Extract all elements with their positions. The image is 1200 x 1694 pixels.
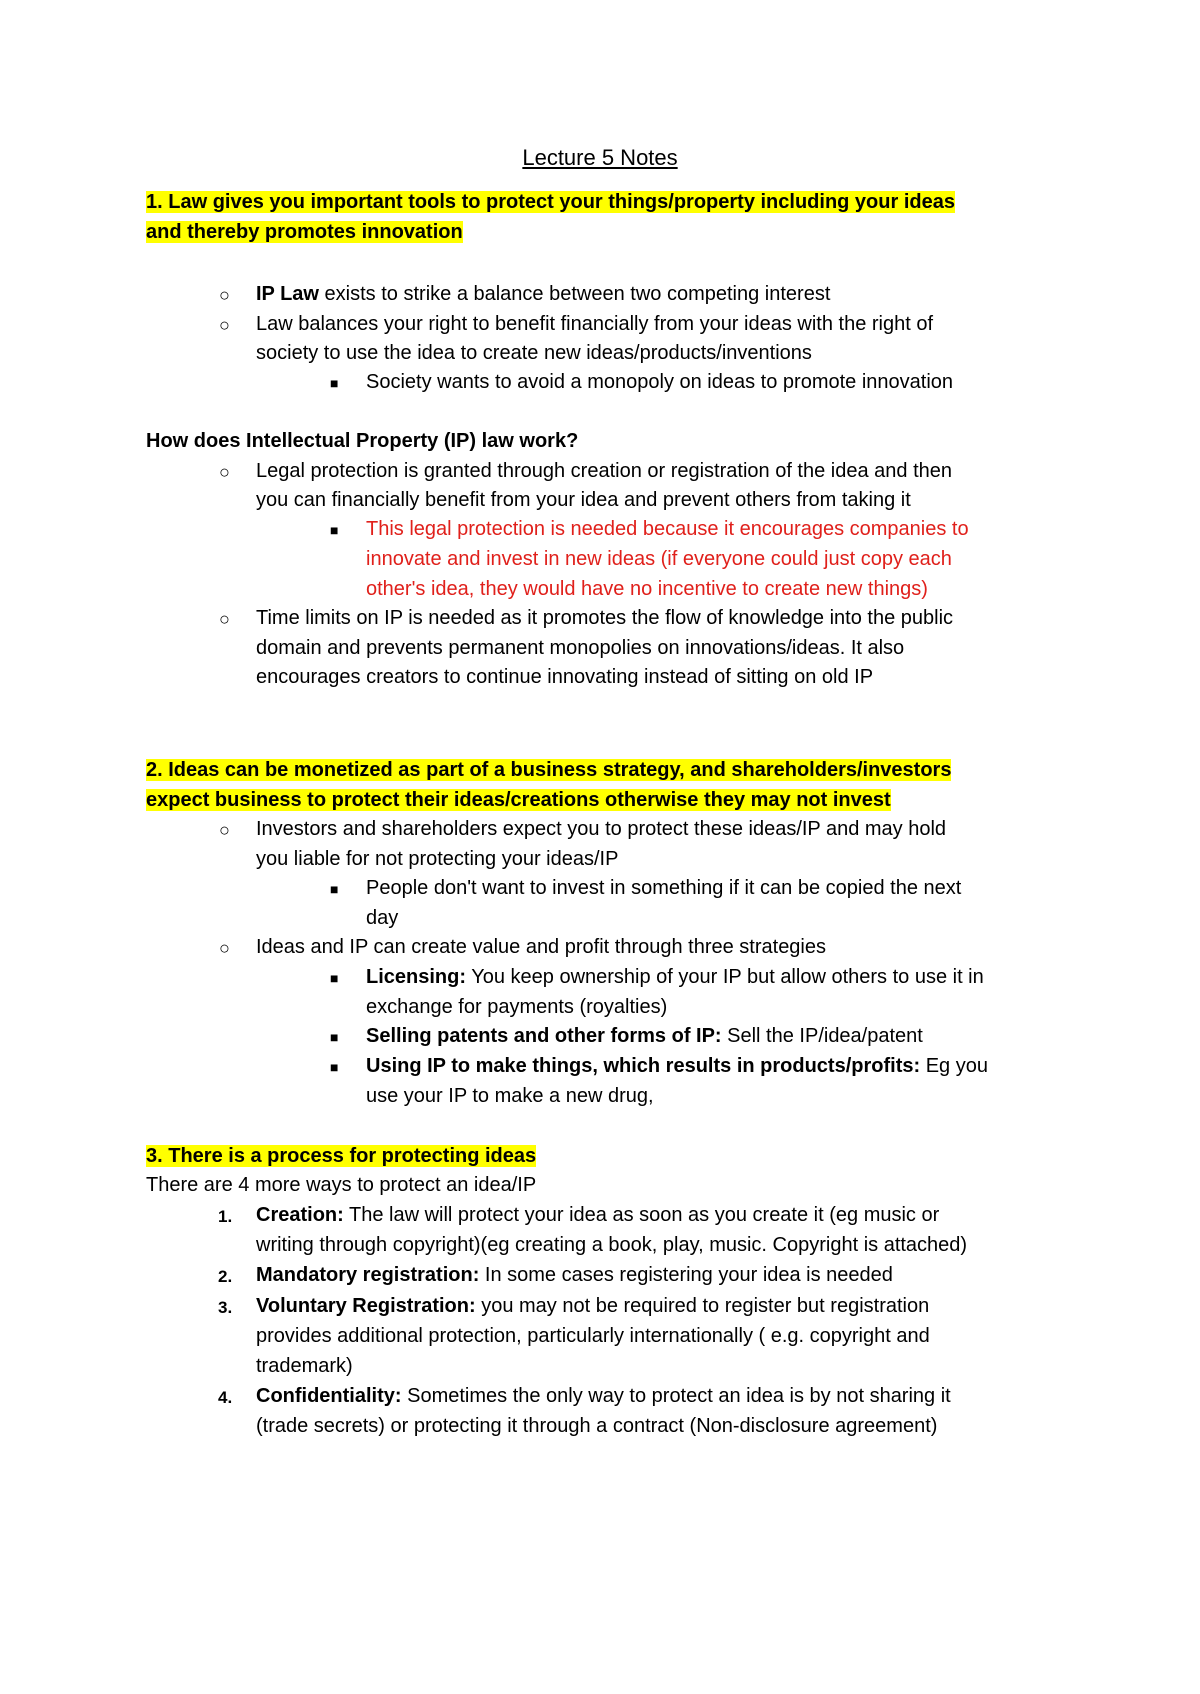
bullet-square-icon: ■ [330,1029,339,1045]
list-item-cont: you liable for not protecting your ideas/IP [256,848,619,870]
bullet-circle-icon: ○ [219,938,230,958]
bullet-square-icon: ■ [330,881,339,897]
sub-list-item-highlighted: This legal protection is needed because it encourages companies to [366,518,969,540]
section-3-heading: 3. There is a process for protecting ideas [146,1145,537,1167]
bullet-square-icon: ■ [330,375,339,391]
section-2-heading: 2. Ideas can be monetized as part of a business strategy, and shareholders/investors [146,759,952,781]
sub-list-item-cont: day [366,907,399,929]
bullet-square-icon: ■ [330,1059,339,1075]
strategy-item: Licensing: You keep ownership of your IP but allow others to use it in [366,966,984,988]
bullet-square-icon: ■ [330,522,339,538]
list-number: 1. [218,1207,233,1226]
bullet-circle-icon: ○ [219,285,230,305]
strategy-item: Selling patents and other forms of IP: Sell the IP/idea/patent [366,1025,923,1047]
section-2-heading-cont: expect business to protect their ideas/creations otherwise they may not invest [146,789,891,811]
ordered-list-item: Mandatory registration: In some cases registering your idea is needed [256,1264,893,1286]
bullet-square-icon: ■ [330,970,339,986]
list-number: 3. [218,1298,233,1317]
sub-list-item-cont: other's idea, they would have no incentive to create new things) [366,578,928,600]
list-item: Law balances your right to benefit financially from your ideas with the right of [256,313,934,335]
bullet-circle-icon: ○ [219,315,230,335]
bullet-circle-icon: ○ [219,462,230,482]
list-item-cont: encourages creators to continue innovating instead of sitting on old IP [256,666,874,688]
list-item-cont: society to use the idea to create new ideas/products/inventions [256,342,812,364]
list-number: 2. [218,1267,233,1286]
list-number: 4. [218,1388,233,1407]
strategy-item-cont: use your IP to make a new drug, [366,1085,654,1107]
page-title: Lecture 5 Notes [522,145,678,170]
ordered-list-item: Creation: The law will protect your idea as soon as you create it (eg music or [256,1204,940,1226]
ordered-list-item: Confidentiality: Sometimes the only way to protect an idea is by not sharing it [256,1385,951,1407]
list-item-cont: domain and prevents permanent monopolies on innovations/ideas. It also [256,637,905,659]
list-item: Legal protection is granted through creation or registration of the idea and then [256,460,953,482]
list-item-cont: you can financially benefit from your idea and prevent others from taking it [256,489,911,511]
list-item: Ideas and IP can create value and profit through three strategies [256,936,826,958]
sub-list-item: People don't want to invest in something if it can be copied the next [366,877,962,899]
sub-list-item-cont: innovate and invest in new ideas (if everyone could just copy each [366,548,952,570]
subheading: How does Intellectual Property (IP) law work? [146,430,579,452]
strategy-item: Using IP to make things, which results in products/profits: Eg you [366,1055,988,1077]
ordered-list-item-cont: (trade secrets) or protecting it through a contract (Non-disclosure agreement) [256,1415,938,1437]
strategy-item-cont: exchange for payments (royalties) [366,996,668,1018]
list-item: Investors and shareholders expect you to protect these ideas/IP and may hold [256,818,947,840]
bullet-circle-icon: ○ [219,820,230,840]
list-item: IP Law exists to strike a balance between two competing interest [256,283,831,305]
ordered-list-item-cont: provides additional protection, particularly internationally ( e.g. copyright and [256,1325,930,1347]
list-item: Time limits on IP is needed as it promotes the flow of knowledge into the public [256,607,954,629]
ordered-list-item-cont: trademark) [256,1355,353,1377]
section-1-heading: 1. Law gives you important tools to protect your things/property including your ideas [146,191,955,213]
section-1-heading-cont: and thereby promotes innovation [146,221,463,243]
sub-list-item: Society wants to avoid a monopoly on ideas to promote innovation [366,371,954,393]
ordered-list-item-cont: writing through copyright)(eg creating a book, play, music. Copyright is attached) [256,1234,968,1256]
ordered-list-item: Voluntary Registration: you may not be required to register but registration [256,1295,930,1317]
bullet-circle-icon: ○ [219,609,230,629]
section-3-intro: There are 4 more ways to protect an idea/IP [146,1174,537,1196]
